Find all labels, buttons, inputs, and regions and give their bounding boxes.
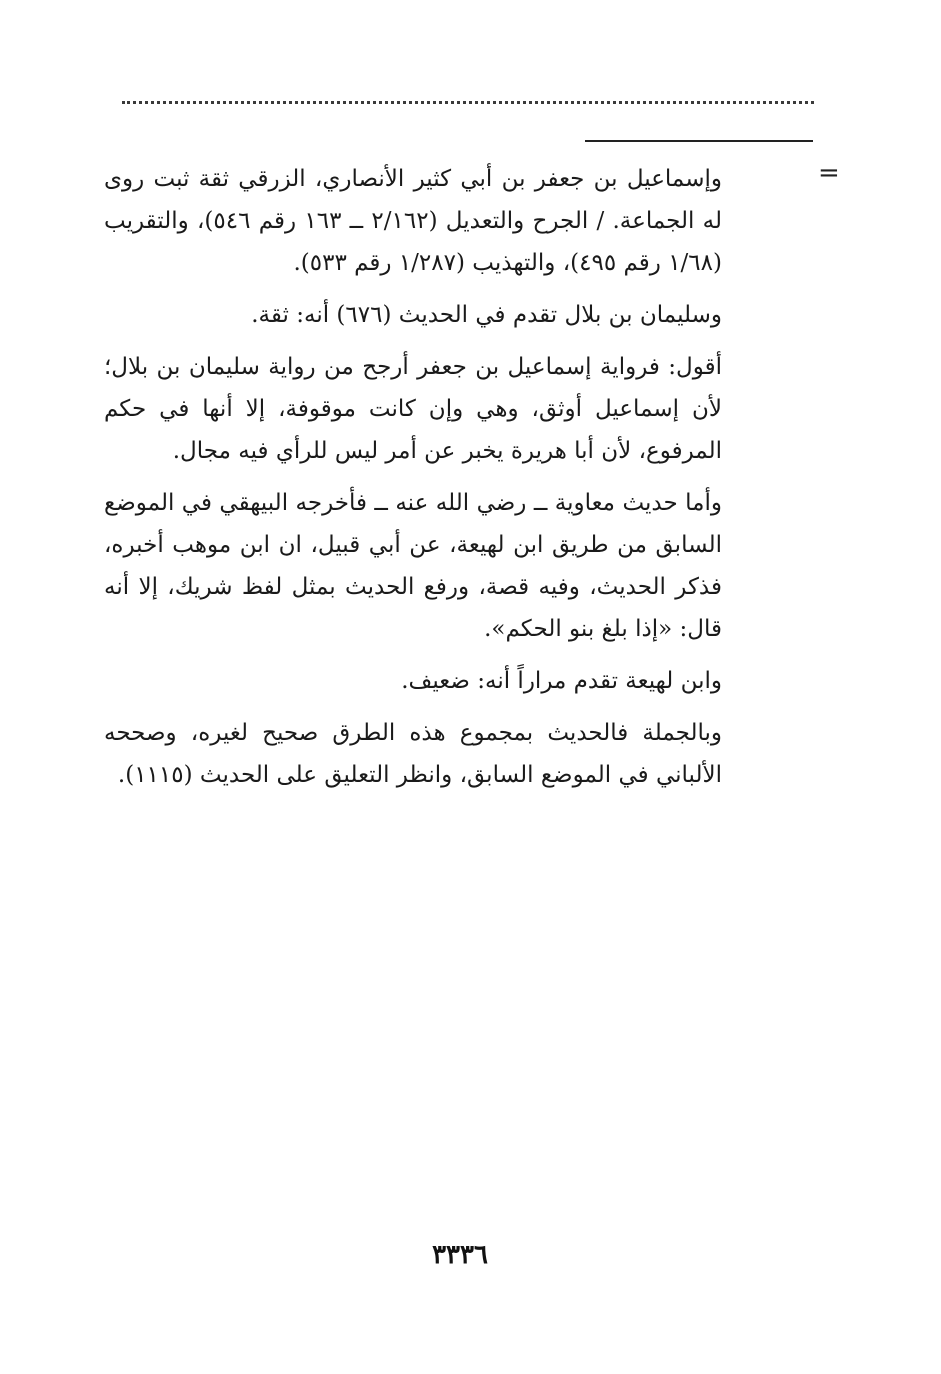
- paragraph-ibn-lahia: وابن لهيعة تقدم مراراً أنه: ضعيف.: [401, 668, 722, 694]
- paragraph-conclusion: وبالجملة فالحديث بمجموع هذه الطرق صحيح لغيره، وصححه الألباني في الموضع السابق، وانظر التعليق على الحديث (١١١٥).: [104, 720, 722, 788]
- footnote-separator-line: [585, 140, 813, 142]
- paragraph-muawiya-hadith: وأما حديث معاوية ــ رضي الله عنه ــ فأخرجه البيهقي في الموضع السابق من طريق ابن لهيعة، عن أبي قبيل، ان ابن موهب أخبره، فذكر الحديث، وفيه قصة، ورفع الحديث بمثل لفظ شريك، إلا أنه قال: «إذا بلغ بنو الحكم».: [104, 490, 722, 642]
- paragraph-author-comment: أقول: فرواية إسماعيل بن جعفر أرجح من رواية سليمان بن بلال؛ لأن إسماعيل أوثق، وهي وإن كانت موقوفة، إلا أنها في حكم المرفوع، لأن أبا هريرة يخبر عن أمر ليس للرأي فيه مجال.: [104, 354, 722, 464]
- paragraph-narrator-ismail: وإسماعيل بن جعفر بن أبي كثير الأنصاري، الزرقي ثقة ثبت روى له الجماعة. / الجرح والتعديل (٢/١٦٢ ــ ١٦٣ رقم ٥٤٦)، والتقريب (١/٦٨ رقم ٤٩٥)، والتهذيب (١/٢٨٧ رقم ٥٣٣).: [104, 166, 722, 276]
- paragraph-narrator-sulayman: وسليمان بن بلال تقدم في الحديث (٦٧٦) أنه: ثقة.: [251, 302, 722, 328]
- footnote-text-block: [104, 158, 722, 806]
- continuation-mark: =: [818, 158, 840, 188]
- dotted-header-rule: [122, 101, 814, 104]
- page-number: ٣٣٣٦: [432, 1240, 488, 1270]
